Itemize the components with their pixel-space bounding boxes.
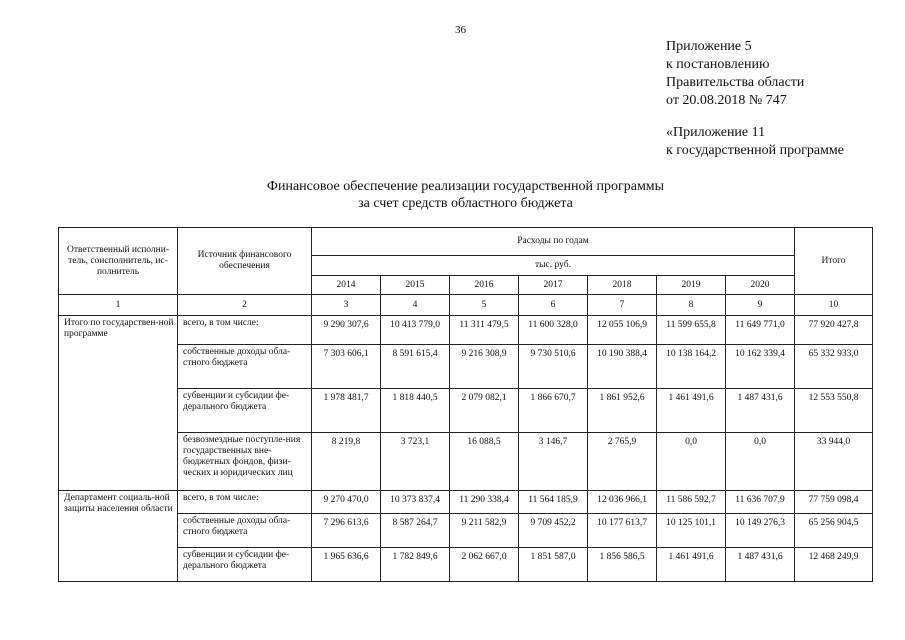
year-value: 1 851 587,0 xyxy=(519,548,588,582)
year-value: 2 765,9 xyxy=(588,433,657,491)
funding-source: всего, в том числе: xyxy=(178,491,312,514)
column-index: 9 xyxy=(726,295,795,316)
header-source: Источник финансового обеспечения xyxy=(178,228,312,295)
total-value: 65 256 904,5 xyxy=(795,514,873,548)
year-value: 8 587 264,7 xyxy=(381,514,450,548)
annex-block xyxy=(666,38,804,110)
funding-source: собственные доходы обла-стного бюджета xyxy=(178,345,312,389)
year-value: 2 079 082,1 xyxy=(450,389,519,433)
year-value: 1 856 586,5 xyxy=(588,548,657,582)
year-value: 1 818 440,5 xyxy=(381,389,450,433)
header-year: 2017 xyxy=(519,276,588,295)
total-value: 12 553 550,8 xyxy=(795,389,873,433)
header-year: 2015 xyxy=(381,276,450,295)
year-value: 1 461 491,6 xyxy=(657,548,726,582)
table-row xyxy=(59,548,873,582)
total-value: 77 759 098,4 xyxy=(795,491,873,514)
year-value: 3 723,1 xyxy=(381,433,450,491)
funding-source: собственные доходы обла-стного бюджета xyxy=(178,514,312,548)
year-value: 10 149 276,3 xyxy=(726,514,795,548)
column-index-row xyxy=(59,295,873,316)
title-line-1: Финансовое обеспечение реализации государственной программы xyxy=(266,179,665,194)
year-value: 1 861 952,6 xyxy=(588,389,657,433)
year-value: 11 311 479,5 xyxy=(450,316,519,345)
year-value: 1 965 636,6 xyxy=(312,548,381,582)
annex-line: «Приложение 11 xyxy=(666,125,766,140)
document-title xyxy=(0,178,905,212)
year-value: 7 296 613,6 xyxy=(312,514,381,548)
year-value: 11 600 328,0 xyxy=(519,316,588,345)
year-value: 9 730 510,6 xyxy=(519,345,588,389)
total-value: 12 468 249,9 xyxy=(795,548,873,582)
year-value: 1 978 481,7 xyxy=(312,389,381,433)
year-value: 2 062 667,0 xyxy=(450,548,519,582)
financing-table xyxy=(58,227,873,582)
column-index: 7 xyxy=(588,295,657,316)
annex-line: от 20.08.2018 № 747 xyxy=(666,93,787,108)
table-row xyxy=(59,345,873,389)
column-index: 1 xyxy=(59,295,178,316)
funding-source: субвенции и субсидии фе-дерального бюджета xyxy=(178,548,312,582)
annex-block-2 xyxy=(666,124,844,160)
header-year: 2014 xyxy=(312,276,381,295)
year-value: 11 636 707,9 xyxy=(726,491,795,514)
header-year: 2018 xyxy=(588,276,657,295)
header-total: Итого xyxy=(795,228,873,295)
annex-line: Приложение 5 xyxy=(666,39,752,54)
year-value: 1 782 849,6 xyxy=(381,548,450,582)
year-value: 0,0 xyxy=(726,433,795,491)
year-value: 12 055 106,9 xyxy=(588,316,657,345)
year-value: 7 303 606,1 xyxy=(312,345,381,389)
year-value: 9 270 470,0 xyxy=(312,491,381,514)
year-value: 1 866 670,7 xyxy=(519,389,588,433)
year-value: 1 461 491,6 xyxy=(657,389,726,433)
year-value: 9 216 308,9 xyxy=(450,345,519,389)
column-index: 2 xyxy=(178,295,312,316)
total-value: 77 920 427,8 xyxy=(795,316,873,345)
table-row xyxy=(59,316,873,345)
table-row xyxy=(59,514,873,548)
funding-source: всего, в том числе: xyxy=(178,316,312,345)
year-value: 10 177 613,7 xyxy=(588,514,657,548)
column-index: 3 xyxy=(312,295,381,316)
annex-line: к постановлению xyxy=(666,57,770,72)
header-unit: тыс. руб. xyxy=(312,256,795,276)
year-value: 8 591 615,4 xyxy=(381,345,450,389)
year-value: 16 088,5 xyxy=(450,433,519,491)
header-year: 2020 xyxy=(726,276,795,295)
year-value: 11 599 655,8 xyxy=(657,316,726,345)
header-row xyxy=(59,228,873,256)
year-value: 10 373 837,4 xyxy=(381,491,450,514)
table-row xyxy=(59,433,873,491)
year-value: 10 190 388,4 xyxy=(588,345,657,389)
year-value: 10 162 339,4 xyxy=(726,345,795,389)
page-number: 36 xyxy=(455,24,466,36)
funding-source: безвозмездные поступле-ния государственных вне-бюджетных фондов, физи-ческих и юридических лиц xyxy=(178,433,312,491)
header-responsible: Ответственный исполни-тель, соисполнитель, ис-полнитель xyxy=(59,228,178,295)
year-value: 10 413 779,0 xyxy=(381,316,450,345)
year-value: 1 487 431,6 xyxy=(726,548,795,582)
year-value: 11 290 338,4 xyxy=(450,491,519,514)
table-row xyxy=(59,389,873,433)
header-expenses: Расходы по годам xyxy=(312,228,795,256)
column-index: 6 xyxy=(519,295,588,316)
year-value: 9 211 582,9 xyxy=(450,514,519,548)
year-value: 0,0 xyxy=(657,433,726,491)
year-value: 3 146,7 xyxy=(519,433,588,491)
header-year: 2016 xyxy=(450,276,519,295)
year-value: 11 586 592,7 xyxy=(657,491,726,514)
year-value: 1 487 431,6 xyxy=(726,389,795,433)
group-name: Департамент социаль-ной защиты населения области xyxy=(59,491,178,582)
header-year: 2019 xyxy=(657,276,726,295)
table-row xyxy=(59,491,873,514)
title-line-2: за счет средств областного бюджета xyxy=(358,196,573,211)
group-name: Итого по государствен-ной программе xyxy=(59,316,178,491)
year-value: 12 036 966,1 xyxy=(588,491,657,514)
column-index: 8 xyxy=(657,295,726,316)
year-value: 11 564 185,9 xyxy=(519,491,588,514)
year-value: 9 709 452,2 xyxy=(519,514,588,548)
year-value: 10 138 164,2 xyxy=(657,345,726,389)
funding-source: субвенции и субсидии фе-дерального бюджета xyxy=(178,389,312,433)
annex-line: Правительства области xyxy=(666,75,805,90)
total-value: 65 332 933,0 xyxy=(795,345,873,389)
year-value: 11 649 771,0 xyxy=(726,316,795,345)
year-value: 10 125 101,1 xyxy=(657,514,726,548)
year-value: 8 219,8 xyxy=(312,433,381,491)
column-index: 5 xyxy=(450,295,519,316)
column-index: 4 xyxy=(381,295,450,316)
column-index: 10 xyxy=(795,295,873,316)
annex-line: к государственной программе xyxy=(666,143,844,158)
year-value: 9 290 307,6 xyxy=(312,316,381,345)
total-value: 33 944,0 xyxy=(795,433,873,491)
